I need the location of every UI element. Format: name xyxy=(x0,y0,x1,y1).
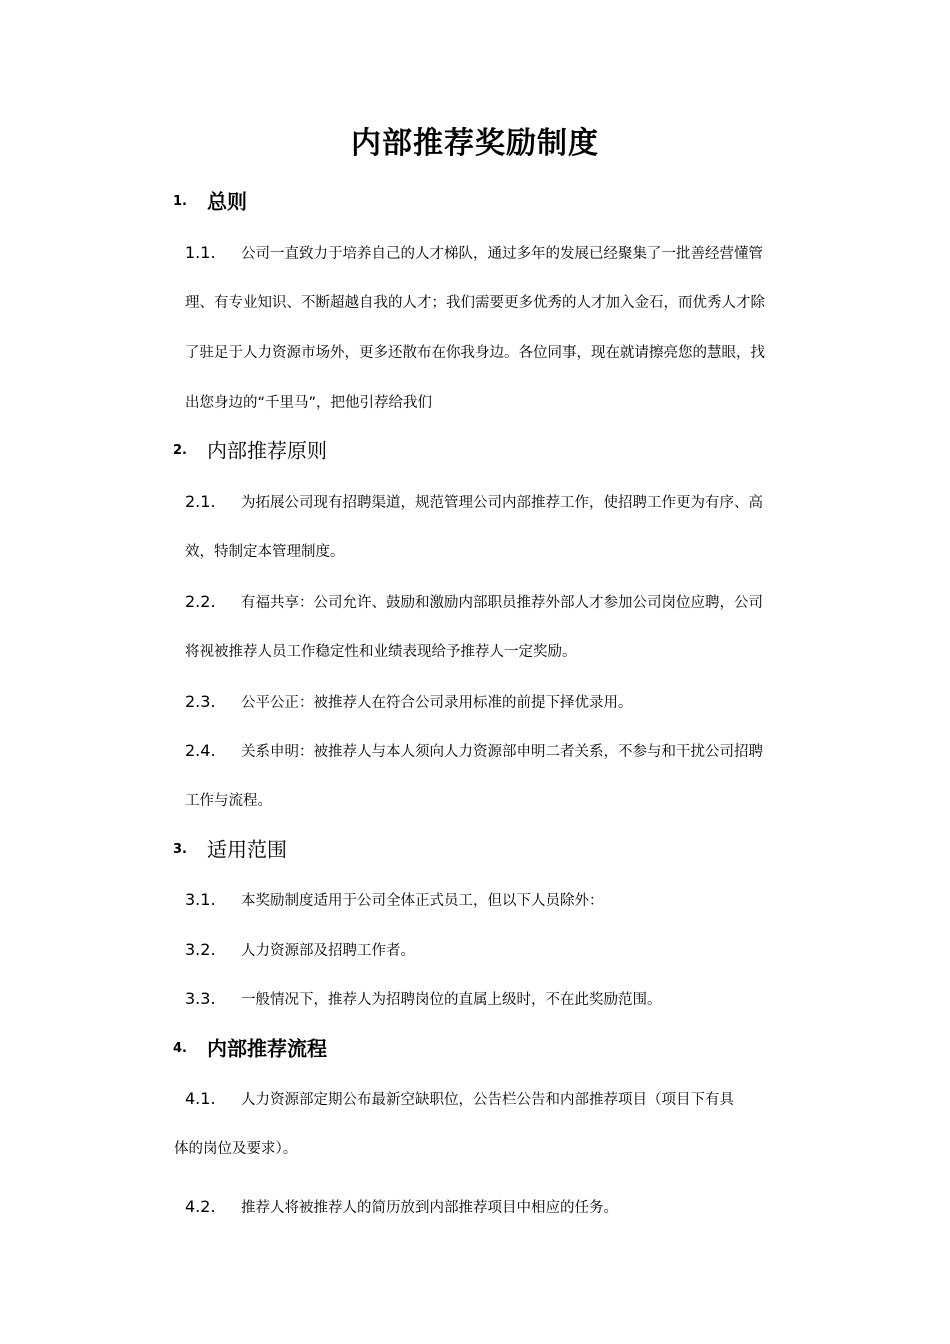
section-number: 1. xyxy=(173,193,187,209)
paragraph-text: 推荐人将被推荐人的简历放到内部推荐项目中相应的任务。 xyxy=(241,1200,618,1216)
paragraph-2-3 xyxy=(185,677,830,728)
paragraph-number: 4.1. xyxy=(185,1089,216,1108)
paragraph-text: 关系申明：被推荐人与本人须向人力资源部申明二者关系，不参与和干扰公司招聘 xyxy=(241,744,763,760)
paragraph-text: 公平公正：被推荐人在符合公司录用标准的前提下择优录用。 xyxy=(241,695,633,711)
paragraph-text: 一般情况下，推荐人为招聘岗位的直属上级时，不在此奖励范围。 xyxy=(241,992,662,1008)
section-title: 总则 xyxy=(207,189,247,214)
paragraph-number: 2.3. xyxy=(185,692,216,711)
paragraph-4-2 xyxy=(185,1182,830,1233)
paragraph-number: 1.1. xyxy=(185,243,216,262)
paragraph-number: 3.3. xyxy=(185,989,216,1008)
section-title: 适用范围 xyxy=(207,837,287,862)
paragraph-number: 2.2. xyxy=(185,592,216,611)
paragraph-text: 有福共享：公司允许、鼓励和激励内部职员推荐外部人才参加公司岗位应聘，公司 xyxy=(241,595,763,611)
paragraph-1-1 xyxy=(185,228,830,279)
paragraph-4-1 xyxy=(185,1074,830,1125)
paragraph-3-2 xyxy=(185,925,830,976)
paragraph-number: 2.1. xyxy=(185,492,216,511)
paragraph-line: 出您身边的“千里马”，把他引荐给我们 xyxy=(185,395,433,411)
paragraph-text: 人力资源部定期公布最新空缺职位，公告栏公告和内部推荐项目（项目下有具 xyxy=(241,1092,734,1108)
paragraph-text: 人力资源部及招聘工作者。 xyxy=(241,943,415,959)
paragraph-2-4 xyxy=(185,726,830,777)
section-title: 内部推荐流程 xyxy=(207,1036,327,1061)
section-heading-principles xyxy=(173,435,327,465)
paragraph-text: 本奖励制度适用于公司全体正式员工，但以下人员除外： xyxy=(241,893,604,909)
paragraph-number: 3.2. xyxy=(185,940,216,959)
section-number: 4. xyxy=(173,1040,187,1056)
section-number: 2. xyxy=(173,442,187,458)
section-number: 3. xyxy=(173,841,187,857)
section-heading-general xyxy=(173,186,247,216)
paragraph-3-1 xyxy=(185,875,830,926)
paragraph-line: 体的岗位及要求）。 xyxy=(174,1141,298,1157)
paragraph-line: 效，特制定本管理制度。 xyxy=(185,544,345,560)
paragraph-line: 工作与流程。 xyxy=(185,793,272,809)
document-title: 内部推荐奖励制度 xyxy=(351,126,599,161)
paragraph-number: 2.4. xyxy=(185,741,216,760)
paragraph-number: 3.1. xyxy=(185,890,216,909)
paragraph-number: 4.2. xyxy=(185,1197,216,1216)
paragraph-2-2 xyxy=(185,577,830,628)
paragraph-3-3 xyxy=(185,974,830,1025)
paragraph-text: 公司一直致力于培养自己的人才梯队，通过多年的发展已经聚集了一批善经营懂管 xyxy=(241,246,763,262)
section-title: 内部推荐原则 xyxy=(207,438,327,463)
section-heading-scope xyxy=(173,834,287,864)
paragraph-line: 了驻足于人力资源市场外，更多还散布在你我身边。各位同事，现在就请擦亮您的慧眼，找 xyxy=(185,345,765,361)
section-heading-process xyxy=(173,1033,327,1063)
paragraph-2-1 xyxy=(185,477,830,528)
paragraph-line: 将视被推荐人员工作稳定性和业绩表现给予推荐人一定奖励。 xyxy=(185,644,577,660)
paragraph-line: 理、有专业知识、不断超越自我的人才；我们需要更多优秀的人才加入金石，而优秀人才除 xyxy=(185,295,765,311)
paragraph-text: 为拓展公司现有招聘渠道，规范管理公司内部推荐工作，使招聘工作更为有序、高 xyxy=(241,495,763,511)
